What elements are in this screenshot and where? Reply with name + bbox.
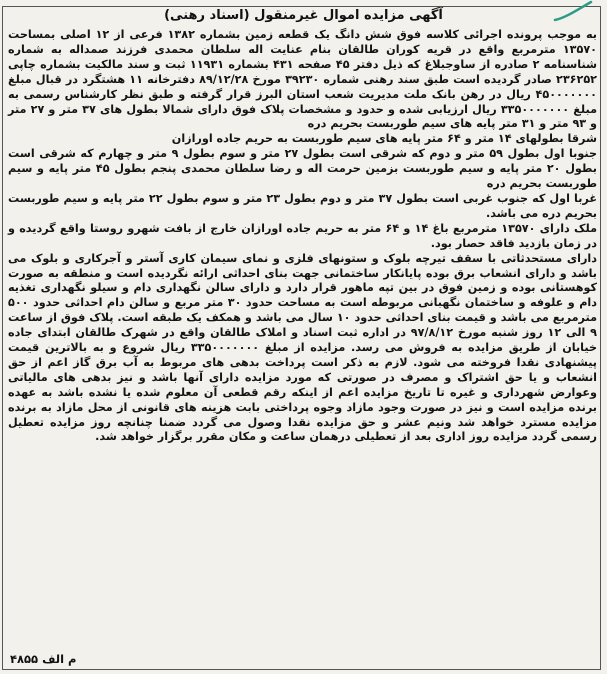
notice-paragraph: غربا اول که جنوب غربی است بطول ۳۷ متر و دوم بطول ۲۳ متر و سوم بطول ۲۲ متر پایه و سیم طوربست بحریم دره می باشد.: [8, 191, 598, 220]
notice-title: آگهی مزایده اموال غیرمنقول (اسناد رهنی): [164, 8, 443, 23]
notice-paragraph: به موجب پرونده اجرائی کلاسه فوق شش دانگ یک قطعه زمین بشماره ۱۳۸۲ فرعی از ۱۲ اصلی بمساحت ۱۳۵۷۰ مترمربع واقع در قریه کوران طالقان بنام عنایت اله سلطان محمدی فرزند صمداله به شماره شناسنامه ۲ صادره از ساوجبلاغ که ذیل دفتر ۴۵ صفحه ۴۳۱ بشماره ۱۱۹۳۱ ثبت و سند مالکیت بشماره چاپی ۲۳۶۲۵۲ صادر گردیده است طبق سند رهنی شماره ۳۹۲۳۰ مورخ ۸۹/۱۲/۲۸ دفترخانه ۱۱ هشتگرد در قبال مبلغ ۴۵۰۰۰۰۰۰۰ ریال در رهن بانک ملت مدیریت شعب استان البرز قرار گرفته و طبق نظر کارشناس رسمی به مبلغ ۳۳۵۰۰۰۰۰۰۰ ریال ارزیابی شده و حدود و مشخصات پلاک فوق دارای شمالا بطول های ۳۷ متر و ۲۷ متر و ۹۳ متر و ۳۱ متر پایه های سیم طوربست بحریم دره: [8, 28, 598, 131]
notice-body: [8, 28, 597, 668]
notice-paragraph: ملک دارای ۱۳۵۷۰ مترمربع باغ ۱۴ و ۶۴ متر به حریم جاده اورازان خارج از بافت شهرو روستا واقع گردیده و در زمان بازدید فاقد حصار بود.: [8, 221, 597, 250]
notice-reference-code: م الف ۴۸۵۵: [10, 652, 77, 666]
notice-paragraph: دارای مستحدثاتی با سقف تیرچه بلوک و ستونهای فلزی و نمای سیمان کاری آستر و آجرکاری و بلوک می باشد و دارای انشعاب برق بوده پایانکار ساختمانی جهت بنای احداثی ارائه نگردیده است و منطقه به صورت کوهستانی بوده و زمین فوق در بین تپه ماهور قرار دارد و دارای سالن نگهداری دام و سیلو نگهداری تغذیه دام و علوفه و ساختمان نگهبانی مربوطه است به مساحت حدود ۳۰ متر مربع و سالن دام احداثی حدود ۵۰۰ مترمربع می باشد و قیمت بنای احداثی حدود ۱۰ سال می باشد و همکف یک طبقه است. پلاک فوق از ساعت ۹ الی ۱۲ روز شنبه مورخ ۹۷/۸/۱۲ در اداره ثبت اسناد و املاک طالقان واقع در شهرک طالقان ابتدای جاده خیابان از طریق مزایده به فروش می رسد. مزایده از مبلغ ۳۳۵۰۰۰۰۰۰۰ ریال شروع و به بالاترین قیمت پیشنهادی نقدا فروخته می شود. لازم به ذکر است پرداخت بدهی های مربوط به آب برق گاز اعم از حق انشعاب و یا حق اشتراک و مصرف در صورتی که مورد مزایده دارای آنها باشد و نیز بدهی های مالیاتی وعوارض شهرداری و غیره تا تاریخ مزایده اعم از اینکه رقم قطعی آن معلوم شده یا نشده باشد به عهده برنده مزایده است و نیز در صورت وجود مازاد وجوه پرداختی بابت هزینه های قانونی از محل مازاد به برنده مزایده مسترد خواهد شد ونیم عشر و حق مزایده نقدا وصول می گردد ضمنا چنانچه روز مزایده تعطیل رسمی گردد مزایده روز اداری بعد از تعطیلی درهمان ساعت و مکان مقرر برگزار خواهد شد.: [8, 251, 598, 444]
notice-paragraph: جنوبا اول بطول ۵۹ متر و دوم که شرقی است بطول ۲۷ متر و سوم بطول ۹ متر و چهارم که شرقی است بطول ۲۰ متر پایه و سیم طوربست بزمین حرمت اله و رضا سلطان محمدی پنجم بطول ۴۵ متر پایه و سیم طوربست بحریم دره: [8, 147, 598, 191]
notice-paragraph: شرقا بطولهای ۱۴ متر و ۶۴ متر پایه های سیم طوربست به حریم جاده اورازان: [171, 132, 597, 146]
